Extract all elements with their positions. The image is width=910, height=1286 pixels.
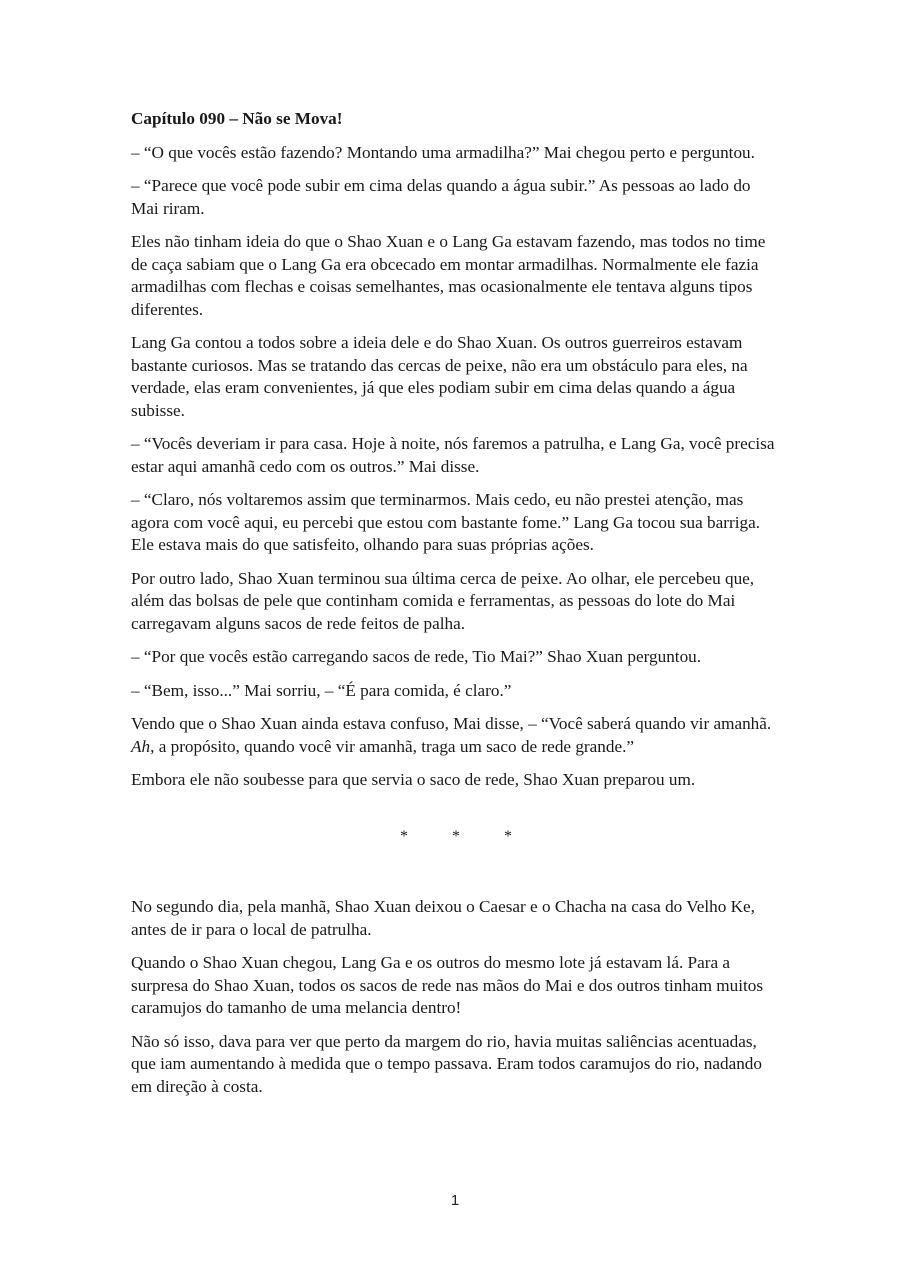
paragraph: No segundo dia, pela manhã, Shao Xuan deixou o Caesar e o Chacha na casa do Velho Ke, antes de ir para o local de patrulha. — [131, 897, 755, 939]
paragraph: Por outro lado, Shao Xuan terminou sua última cerca de peixe. Ao olhar, ele percebeu que, além das bolsas de pele que continham comida e ferramentas, as pessoas do lote do Mai carregavam alguns sacos de rede feitos de palha. — [131, 568, 755, 633]
paragraph: Não só isso, dava para ver que perto da margem do rio, havia muitas saliências acentuadas, que iam aumentando à medida que o tempo passava. Eram todos caramujos do rio, nadando em direção à costa. — [131, 1031, 762, 1096]
document-body — [131, 108, 781, 1109]
paragraph: – “O que vocês estão fazendo? Montando uma armadilha?” Mai chegou perto e perguntou. — [131, 142, 755, 162]
paragraph: Quando o Shao Xuan chegou, Lang Ga e os outros do mesmo lote já estavam lá. Para a surpresa do Shao Xuan, todos os sacos de rede nas mãos do Mai e dos outros tinham muitos caramujos do tamanho de uma melancia dentro! — [131, 953, 764, 1017]
paragraph: – “Claro, nós voltaremos assim que terminarmos. Mais cedo, eu não prestei atenção, mas agora com você aqui, eu percebi que estou com bastante fome.” Lang Ga tocou sua barriga. Ele estava mais do que satisfeito, olhando para suas próprias ações. — [131, 490, 760, 554]
paragraph: – “Por que vocês estão carregando sacos de rede, Tio Mai?” Shao Xuan perguntou. — [131, 647, 702, 666]
page-number: 1 — [450, 1192, 460, 1209]
paragraph: Eles não tinham ideia do que o Shao Xuan e o Lang Ga estavam fazendo, mas todos no time de caça sabiam que o Lang Ga era obcecado em montar armadilhas. Normalmente ele fazia armadilhas com flechas e coisas semelhantes, mas ocasionalmente ele tentava alguns tipos diferentes. — [131, 232, 766, 319]
paragraph: Embora ele não soubesse para que servia o saco de rede, Shao Xuan preparou um. — [131, 770, 696, 789]
paragraph: Lang Ga contou a todos sobre a ideia dele e do Shao Xuan. Os outros guerreiros estavam bastante curiosos. Mas se tratando das cercas de peixe, não era um obstáculo para eles, na verdade, elas eram convenientes, já que eles podiam subir em cima delas quando a água subisse. — [131, 333, 748, 420]
italic-text: Ah — [131, 736, 151, 756]
scene-separator: * * * — [400, 827, 532, 845]
chapter-title: Capítulo 090 – Não se Mova! — [131, 109, 343, 128]
paragraph-text: Vendo que o Shao Xuan ainda estava confuso, Mai disse, – “Você saberá quando vir amanhã. — [131, 714, 772, 733]
paragraph: – “Bem, isso...” Mai sorriu, – “É para comida, é claro.” — [131, 680, 512, 700]
paragraph: – “Parece que você pode subir em cima delas quando a água subir.” As pessoas ao lado do Mai riram. — [131, 176, 751, 218]
paragraph: – “Vocês deveriam ir para casa. Hoje à noite, nós faremos a patrulha, e Lang Ga, você precisa estar aqui amanhã cedo com os outros.” Mai disse. — [131, 434, 775, 476]
paragraph-text: , a propósito, quando você vir amanhã, traga um saco de rede grande.” — [150, 736, 635, 756]
paragraph-with-italic — [131, 713, 781, 758]
